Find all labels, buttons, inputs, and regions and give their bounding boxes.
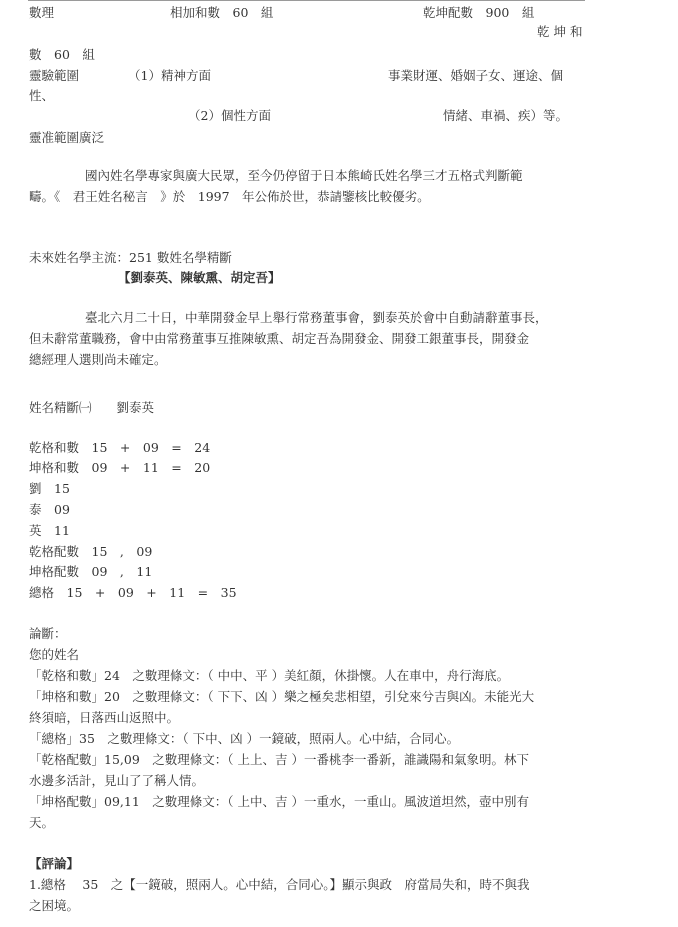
table-item-spirit-desc: 事業財運、婚姻子女、運途、個 bbox=[388, 68, 564, 83]
analysis-row: 總格 15 + 09 + 11 = 35 bbox=[29, 585, 237, 600]
verdict-line: 水邊多活計，見山了了稱人情。 bbox=[29, 773, 205, 788]
analysis-row: 劉 15 bbox=[29, 481, 70, 496]
comment-heading: 【評論】 bbox=[29, 856, 80, 871]
analysis-row: 泰 09 bbox=[29, 502, 70, 517]
analysis-row: 乾格和數 15 + 09 = 24 bbox=[29, 440, 211, 455]
verdict-heading: 論斷： bbox=[29, 626, 67, 641]
intro-line-2: 疇。《 君王姓名秘言 》於 1997 年公佈於世，恭請鑒核比較優劣。 bbox=[29, 189, 430, 204]
verdict-line: 終須暗，日落西山返照中。 bbox=[29, 710, 180, 725]
table-sum-groups: 相加和數 60 組 bbox=[170, 5, 274, 20]
intro-line-1: 國內姓名學專家與廣大民眾，至今仍停留于日本熊崎氏姓名學三才五格式判斷範 bbox=[85, 168, 523, 183]
table-wrap-b: 數 60 組 bbox=[29, 47, 95, 62]
table-item-spirit: （1）精神方面 bbox=[128, 68, 211, 83]
table-label-scope: 靈驗範圍 bbox=[29, 68, 80, 83]
verdict-line: 「坤格配數」09,11 之數理條文：（ 上中、吉 ）一重水，一重山。風波道坦然，壺中別有 bbox=[29, 794, 529, 809]
table-footer-note: 靈准範圍廣泛 bbox=[29, 130, 105, 145]
verdict-line: 「總格」35 之數理條文：（ 下中、凶 ）一鏡破，照兩人。心中結，合同心。 bbox=[29, 731, 460, 746]
analysis-row: 坤格配數 09 , 11 bbox=[29, 564, 153, 579]
table-label-shuli: 數理 bbox=[29, 5, 55, 20]
table-top-border bbox=[28, 0, 585, 1]
table-pair-groups: 乾坤配數 900 組 bbox=[423, 5, 535, 20]
table-item-personality-desc: 情緒、車禍、疾）等。 bbox=[443, 108, 569, 123]
verdict-line: 「乾格配數」15,09 之數理條文：（ 上上、吉 ）一番桃李一番新，誰識陽和氣象明。林下 bbox=[29, 752, 529, 767]
table-wrap-a: 乾 坤 和 bbox=[537, 24, 583, 39]
verdict-line: 天。 bbox=[29, 815, 55, 830]
news-line-1: 臺北六月二十日，中華開發金早上舉行常務董事會，劉泰英於會中自動請辭董事長， bbox=[85, 310, 548, 325]
analysis-row: 乾格配數 15 , 09 bbox=[29, 544, 153, 559]
news-line-3: 總經理人選則尚未確定。 bbox=[29, 352, 167, 367]
verdict-subheading: 您的姓名 bbox=[29, 647, 80, 662]
analysis-heading: 姓名精斷㈠ 劉泰英 bbox=[29, 400, 155, 415]
section-names: 【劉泰英、陳敏熏、胡定吾】 bbox=[118, 270, 281, 285]
comment-line-2: 之困境。 bbox=[29, 898, 80, 913]
table-item-spirit-desc-wrap: 性、 bbox=[29, 88, 55, 103]
verdict-line: 「乾格和數」24 之數理條文：（ 中中、平 ）美紅顏，休掛懷。人在車中，舟行海底。 bbox=[29, 668, 510, 683]
table-item-personality: （2）個性方面 bbox=[188, 108, 271, 123]
analysis-row: 英 11 bbox=[29, 523, 70, 538]
section-title: 未來姓名學主流：251 數姓名學精斷 bbox=[29, 250, 232, 265]
analysis-row: 坤格和數 09 + 11 = 20 bbox=[29, 460, 211, 475]
comment-line-1: 1.總格 35 之【一鏡破，照兩人。心中結，合同心。】顯示與政 府當局失和，時不與我 bbox=[29, 877, 530, 892]
news-line-2: 但未辭常董職務，會中由常務董事互推陳敏熏、胡定吾為開發金、開發工銀董事長，開發金 bbox=[29, 331, 530, 346]
verdict-line: 「坤格和數」20 之數理條文：（ 下下、凶 ）樂之極矣悲相望，引兌來兮吉與凶。未能光大 bbox=[29, 689, 535, 704]
